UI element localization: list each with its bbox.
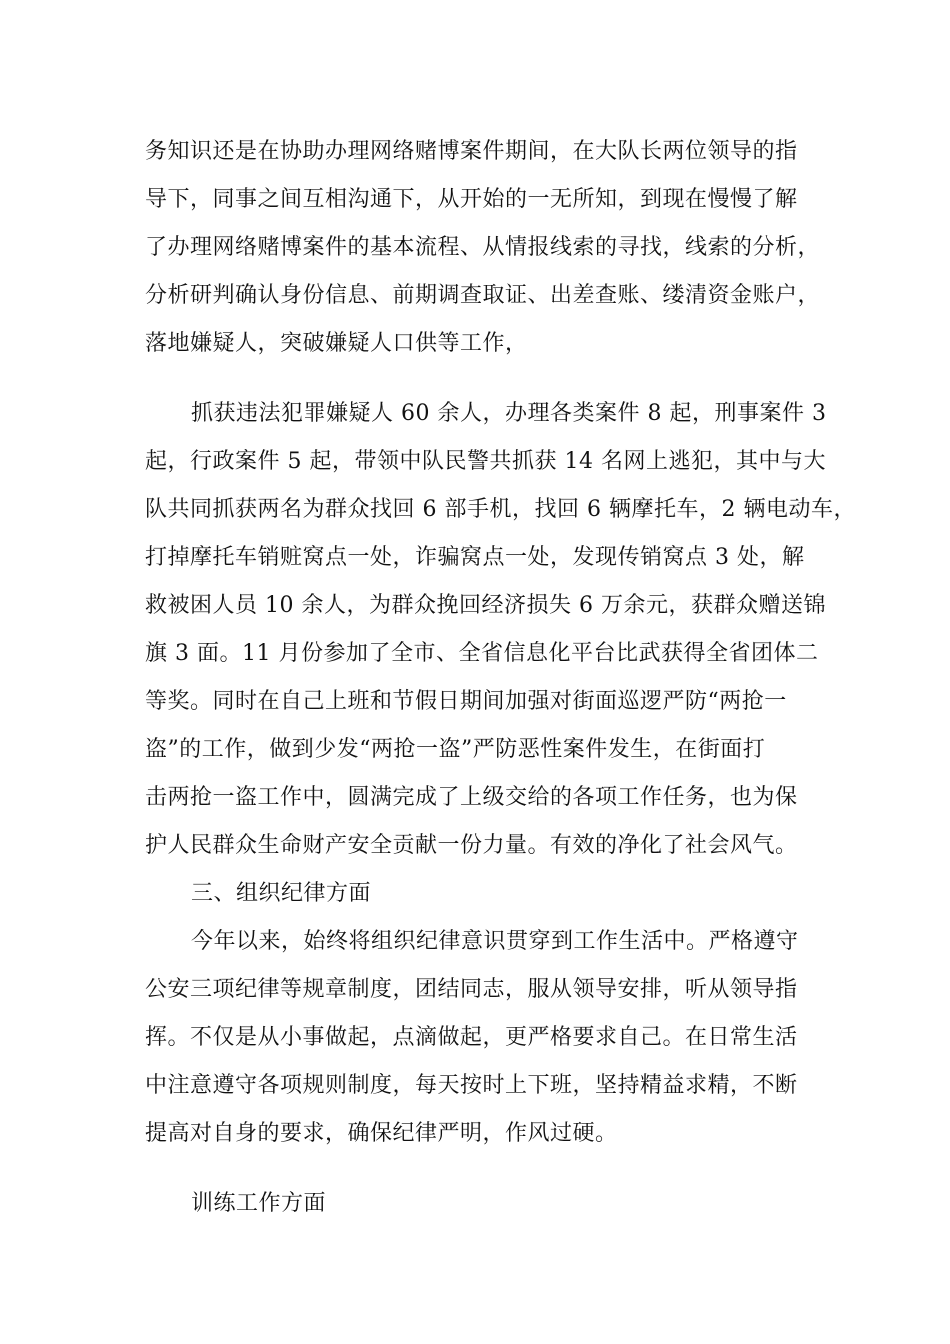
text-line: 起，行政案件 5 起，带领中队民警共抓获 14 名网上逃犯，其中与大 bbox=[145, 449, 826, 474]
paragraph-case-handling bbox=[145, 128, 835, 368]
paragraph-discipline bbox=[145, 918, 835, 1158]
text-line: 提高对自身的要求，确保纪律严明，作风过硬。 bbox=[145, 1121, 618, 1146]
text-line: 击两抢一盗工作中，圆满完成了上级交给的各项工作任务，也为保 bbox=[145, 785, 798, 810]
text-line: 抓获违法犯罪嫌疑人 60 余人，办理各类案件 8 起，刑事案件 3 bbox=[191, 401, 827, 426]
text-line: 中注意遵守各项规则制度，每天按时上下班，坚持精益求精，不断 bbox=[145, 1073, 798, 1098]
text-line: 了办理网络赌博案件的基本流程、从情报线索的寻找，线索的分析， bbox=[145, 235, 821, 260]
section-heading-discipline: 三、组织纪律方面 bbox=[191, 881, 372, 906]
text-line: 公安三项纪律等规章制度，团结同志，服从领导安排，听从领导指 bbox=[145, 977, 798, 1002]
text-line: 队共同抓获两名为群众找回 6 部手机，找回 6 辆摩托车，2 辆电动车， bbox=[145, 497, 856, 522]
document-page bbox=[145, 128, 856, 1228]
text-line: 分析研判确认身份信息、前期调查取证、出差查账、缕清资金账户， bbox=[145, 283, 821, 308]
text-line: 打掉摩托车销赃窝点一处，诈骗窝点一处，发现传销窝点 3 处，解 bbox=[145, 545, 805, 570]
text-line: 盗”的工作，做到少发“两抢一盗”严防恶性案件发生，在街面打 bbox=[145, 737, 766, 762]
text-line: 旗 3 面。11 月份参加了全市、全省信息化平台比武获得全省团体二 bbox=[145, 641, 819, 666]
text-line: 挥。不仅是从小事做起，点滴做起，更严格要求自己。在日常生活 bbox=[145, 1025, 798, 1050]
paragraph-achievements bbox=[145, 390, 856, 870]
text-line: 务知识还是在协助办理网络赌博案件期间，在大队长两位领导的指 bbox=[145, 139, 798, 164]
text-line: 救被困人员 10 余人，为群众挽回经济损失 6 万余元，获群众赠送锦 bbox=[145, 593, 826, 618]
text-line: 等奖。同时在自己上班和节假日期间加强对街面巡逻严防“两抢一 bbox=[145, 689, 787, 714]
text-line: 今年以来，始终将组织纪律意识贯穿到工作生活中。严格遵守 bbox=[191, 929, 799, 954]
text-line: 落地嫌疑人，突破嫌疑人口供等工作， bbox=[145, 331, 528, 356]
text-line: 导下，同事之间互相沟通下，从开始的一无所知，到现在慢慢了解 bbox=[145, 187, 798, 212]
section-heading-training: 训练工作方面 bbox=[191, 1191, 327, 1216]
text-line: 护人民群众生命财产安全贡献一份力量。有效的净化了社会风气。 bbox=[145, 833, 798, 858]
